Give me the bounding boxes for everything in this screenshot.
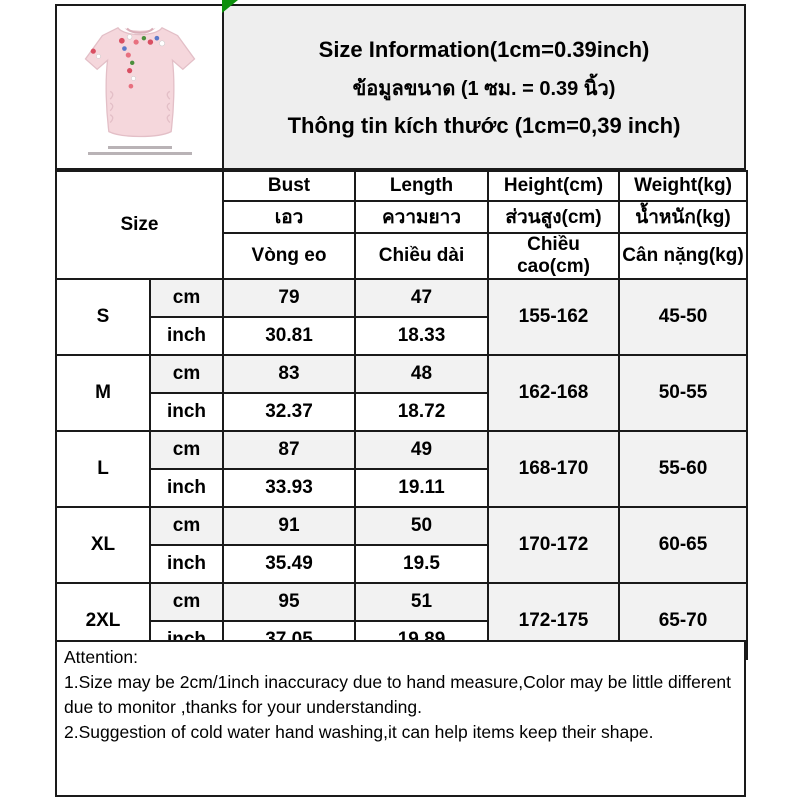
title-english: Size Information(1cm=0.39inch) <box>318 37 650 62</box>
s-weight: 45-50 <box>619 279 747 355</box>
2xl-height: 172-175 <box>488 583 619 659</box>
attention-heading: Attention: <box>64 647 138 667</box>
col-length-vi: Chiều dài <box>355 233 488 279</box>
size-s: S <box>56 279 150 355</box>
s-length-cm: 47 <box>355 279 488 317</box>
l-height: 168-170 <box>488 431 619 507</box>
col-height-th: ส่วนสูง(cm) <box>488 201 619 233</box>
attention-line-1: 1.Size may be 2cm/1inch inaccuracy due to hand measure,Color may be little different due to monitor ,thanks for your understanding. <box>64 671 731 717</box>
table-row <box>56 431 747 469</box>
product-tshirt-image <box>75 20 205 142</box>
xl-length-inch: 19.5 <box>355 545 488 583</box>
col-length-th: ความยาว <box>355 201 488 233</box>
top-section <box>55 4 746 170</box>
s-height: 155-162 <box>488 279 619 355</box>
product-caption-line <box>108 146 172 149</box>
col-length-en: Length <box>355 171 488 201</box>
unit-cm: cm <box>150 583 223 621</box>
table-row <box>56 355 747 393</box>
green-corner-marker <box>222 0 238 13</box>
size-header: Size <box>56 171 223 279</box>
xl-bust-cm: 91 <box>223 507 355 545</box>
unit-inch: inch <box>150 393 223 431</box>
col-weight-vi: Cân nặng(kg) <box>619 233 747 279</box>
2xl-bust-cm: 95 <box>223 583 355 621</box>
s-length-inch: 18.33 <box>355 317 488 355</box>
xl-bust-inch: 35.49 <box>223 545 355 583</box>
size-xl: XL <box>56 507 150 583</box>
col-height-en: Height(cm) <box>488 171 619 201</box>
product-caption-line <box>88 152 192 155</box>
2xl-weight: 65-70 <box>619 583 747 659</box>
unit-cm: cm <box>150 355 223 393</box>
title-thai: ข้อมูลขนาด (1 ซม. = 0.39 นิ้ว) <box>352 78 616 100</box>
xl-height: 170-172 <box>488 507 619 583</box>
attention-box <box>55 640 746 797</box>
unit-inch: inch <box>150 469 223 507</box>
product-caption-lines <box>88 146 192 155</box>
s-bust-cm: 79 <box>223 279 355 317</box>
l-weight: 55-60 <box>619 431 747 507</box>
unit-inch: inch <box>150 545 223 583</box>
m-bust-inch: 32.37 <box>223 393 355 431</box>
l-length-inch: 19.11 <box>355 469 488 507</box>
size-l: L <box>56 431 150 507</box>
m-height: 162-168 <box>488 355 619 431</box>
col-weight-th: น้ำหนัก(kg) <box>619 201 747 233</box>
m-bust-cm: 83 <box>223 355 355 393</box>
col-bust-th: เอว <box>223 201 355 233</box>
title-cell <box>224 6 744 168</box>
table-row <box>56 507 747 545</box>
title-vietnamese: Thông tin kích thước (1cm=0,39 inch) <box>287 113 681 138</box>
m-length-inch: 18.72 <box>355 393 488 431</box>
table-row <box>56 583 747 621</box>
col-bust-en: Bust <box>223 171 355 201</box>
size-2xl: 2XL <box>56 583 150 659</box>
size-table <box>55 170 748 660</box>
s-bust-inch: 30.81 <box>223 317 355 355</box>
col-height-vi: Chiều cao(cm) <box>488 233 619 279</box>
attention-line-2: 2.Suggestion of cold water hand washing,it can help items keep their shape. <box>64 721 654 742</box>
col-weight-en: Weight(kg) <box>619 171 747 201</box>
col-bust-vi: Vòng eo <box>223 233 355 279</box>
size-m: M <box>56 355 150 431</box>
l-bust-cm: 87 <box>223 431 355 469</box>
xl-weight: 60-65 <box>619 507 747 583</box>
unit-inch: inch <box>150 317 223 355</box>
xl-length-cm: 50 <box>355 507 488 545</box>
l-bust-inch: 33.93 <box>223 469 355 507</box>
l-length-cm: 49 <box>355 431 488 469</box>
product-image-cell <box>57 6 224 168</box>
unit-cm: cm <box>150 279 223 317</box>
unit-cm: cm <box>150 507 223 545</box>
m-weight: 50-55 <box>619 355 747 431</box>
m-length-cm: 48 <box>355 355 488 393</box>
unit-cm: cm <box>150 431 223 469</box>
2xl-length-cm: 51 <box>355 583 488 621</box>
table-row <box>56 279 747 317</box>
